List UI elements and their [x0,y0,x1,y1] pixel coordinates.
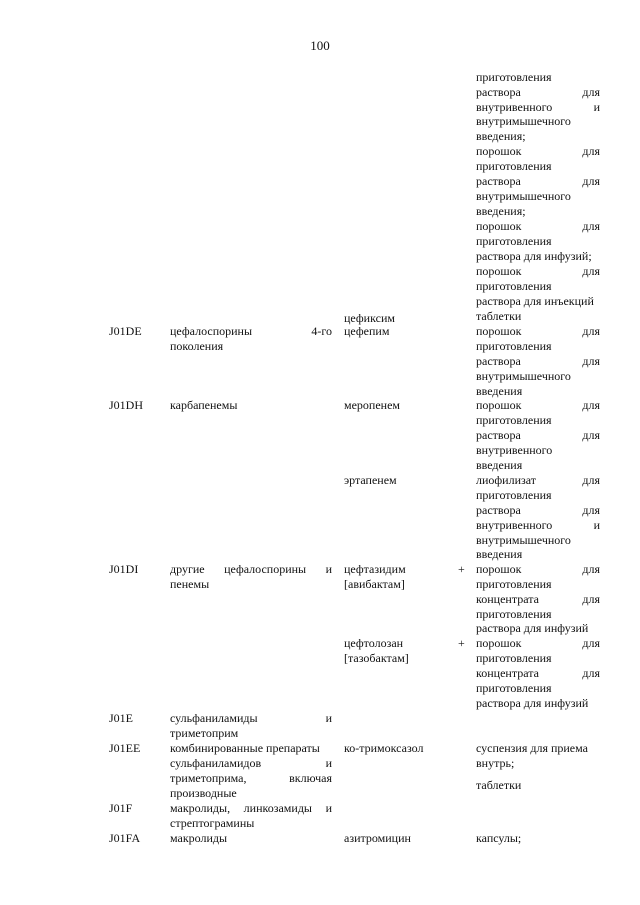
form-line: порошок для [476,144,600,158]
drug-name: цефиксим [344,311,395,325]
form-line: раствора для инфузий [476,621,589,635]
form-line: раствора для инфузий [476,696,589,710]
form-line: таблетки [476,778,522,792]
drug-name: ко-тримоксазол [344,741,424,755]
drug-name: меропенем [344,398,401,412]
group-name-line: комбинированные препараты [170,741,320,755]
form-line: введения [476,547,523,561]
form-line: приготовления [476,413,552,427]
form-line: внутримышечного [476,369,571,383]
form-line: концентрата для [476,592,600,606]
form-line: порошок для [476,264,600,278]
form-line: приготовления [476,577,552,591]
form-line: приготовления [476,234,552,248]
form-line: внутривенного [476,443,553,457]
form-line: введения [476,384,523,398]
form-line: раствора для инфузий; [476,249,592,263]
drug-name: [авибактам] [344,577,405,591]
group-name-line: карбапенемы [170,398,238,412]
form-line: приготовления [476,279,552,293]
group-name-line: триметоприма, включая [170,771,332,785]
form-line: внутримышечного [476,533,571,547]
form-line: приготовления [476,651,552,665]
drug-name: цефтазидим [344,562,406,576]
group-name-line: триметоприм [170,726,239,740]
group-name-line: сульфаниламидов и [170,756,332,770]
form-line: введения; [476,129,526,143]
form-line: внутривенного и [476,518,600,532]
form-line: капсулы; [476,831,522,845]
drug-name: цефепим [344,324,390,338]
form-line: раствора для [476,503,600,517]
form-line: суспензия для приема [476,741,588,755]
group-name-line: производные [170,786,237,800]
form-line: приготовления [476,488,552,502]
form-line: порошок для [476,398,600,412]
form-line: порошок для [476,324,600,338]
form-line: приготовления [476,159,552,173]
form-line: таблетки [476,309,522,323]
drug-name: цефтолозан [344,636,404,650]
atc-code: J01E [109,711,133,725]
form-line: раствора для [476,174,600,188]
form-line: порошок для [476,219,600,233]
group-name-line: другие цефалоспорины и [170,562,332,576]
form-line: приготовления [476,339,552,353]
group-name-line: стрептограмины [170,816,255,830]
group-name-line: цефалоспорины 4-го [170,324,332,338]
form-line: концентрата для [476,666,600,680]
form-line: лиофилизат для [476,473,600,487]
form-line: раствора для [476,428,600,442]
atc-code: J01F [109,801,133,815]
form-line: раствора для [476,85,600,99]
group-name-line: поколения [170,339,224,353]
group-name-line: сульфаниламиды и [170,711,332,725]
form-line: внутримышечного [476,114,571,128]
form-line: введения [476,458,523,472]
atc-code: J01FA [109,831,141,845]
form-line: внутрь; [476,756,515,770]
combination-mark: + [458,636,465,650]
drug-name: эртапенем [344,473,397,487]
form-line: внутривенного и [476,100,600,114]
drug-name: [тазобактам] [344,651,409,665]
page-number: 100 [310,38,330,53]
group-name-line: макролиды, линкозамиды и [170,801,332,815]
atc-code: J01DI [109,562,139,576]
form-line: введения; [476,204,526,218]
form-line: порошок для [476,562,600,576]
atc-code: J01DE [109,324,142,338]
form-line: раствора для [476,354,600,368]
atc-code: J01DH [109,398,144,412]
drug-name: азитромицин [344,831,411,845]
group-name-line: пенемы [170,577,210,591]
form-line: приготовления [476,70,552,84]
atc-code: J01EE [109,741,141,755]
combination-mark: + [458,562,465,576]
form-line: внутримышечного [476,189,571,203]
form-line: раствора для инъекций [476,294,594,308]
form-line: приготовления [476,681,552,695]
form-line: приготовления [476,607,552,621]
group-name-line: макролиды [170,831,228,845]
form-line: порошок для [476,636,600,650]
